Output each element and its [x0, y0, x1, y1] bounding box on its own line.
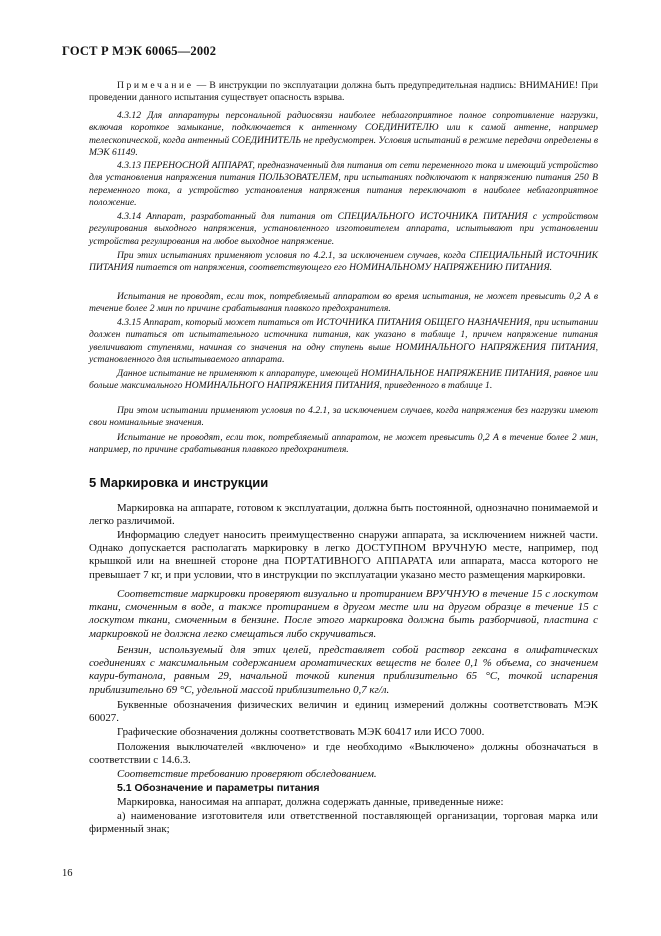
marking-item-a: а) наименование изготовителя или ответственной поставляющей организации, торговая марка или фирменный знак;: [89, 810, 598, 836]
clause-4-3-13: 4.3.13 ПЕРЕНОСНОЙ АППАРАТ, предназначенный для питания от сети переменного тока и имеющий устройство для установления напряжения питания ПОЛЬЗОВАТЕЛЕМ, при испытаниях подключают к напряжению питания 250 В переменного тока, а устройство установления напряжения питания переключают в наиболее неблагоприятное положение.: [89, 160, 598, 209]
page-header-title: ГОСТ Р МЭК 60065—2002: [62, 44, 217, 58]
note-text: — В инструкции по эксплуатации должна быть предупредительная надпись: ВНИМАНИЕ! При проведении данного испытания существует опасность взрыва.: [89, 80, 598, 104]
marking-content-intro: Маркировка, наносимая на аппарат, должна содержать данные, приведенные ниже:: [117, 796, 504, 808]
subsection-title: 5.1 Обозначение и параметры питания: [117, 782, 320, 794]
clause-4-3-15-not-applied: Данное испытание не применяют к аппаратуре, имеющей НОМИНАЛЬНОЕ НАПРЯЖЕНИЕ ПИТАНИЯ, равное или больше максимального НОМИНАЛЬНОГО НАПРЯЖЕНИЯ ПИТАНИЯ, приведенного в таблице 1.: [89, 368, 598, 392]
switch-positions-paragraph: Положения выключателей «включено» и где необходимо «Выключено» должны обозначаться в соответствии с 14.6.3.: [89, 741, 598, 767]
clause-4-3-15: 4.3.15 Аппарат, который может питаться от ИСТОЧНИКА ПИТАНИЯ ОБЩЕГО НАЗНАЧЕНИЯ, при испытании должен питаться от испытательного источника питания, как указано в таблице 1, причем напряжение питания увеличивают ступенями, начиная со значения на одну ступень выше НОМИНАЛЬНОГО НАПРЯЖЕНИЯ ПИТАНИЯ, установленного для испытываемого аппарата.: [89, 317, 598, 366]
graphic-symbols-paragraph: Графические обозначения должны соответствовать МЭК 60417 или ИСО 7000.: [117, 726, 485, 738]
note-paragraph: [89, 80, 598, 105]
clause-4-3-14-exception: Испытания не проводят, если ток, потребляемый аппаратом во время испытания, не может превысить 0,2 А в течение более 2 мин по причине срабатывания плавкого предохранителя.: [89, 291, 598, 315]
clause-4-3-15-conditions: При этом испытании применяют условия по 4.2.1, за исключением случаев, когда напряжения без нагрузки имеют свои номинальные значения.: [89, 405, 598, 429]
page-number: 16: [62, 868, 73, 879]
clause-4-3-14: 4.3.14 Аппарат, разработанный для питания от СПЕЦИАЛЬНОГО ИСТОЧНИКА ПИТАНИЯ с устройством регулирования выходного напряжения, установленного изготовителем аппарата, испытывают при установлении устройства регулирования на любое выходное напряжение.: [89, 211, 598, 247]
symbols-paragraph: Буквенные обозначения физических величин и единиц измерений должны соответствовать МЭК 60027.: [89, 699, 598, 725]
petrol-paragraph: Бензин, используемый для этих целей, представляет собой раствор гексана в олифатических соединениях с максимальным содержанием ароматических веществ не более 0,1 % объема, со значением каури-бутанола, равным 29, начальной точкой кипения приблизительно 65 °С, точкой испарения приблизительно 69 °С, удельной массой приблизительно 0,7 кг/л.: [89, 644, 598, 696]
clause-4-3-15-exception: Испытание не проводят, если ток, потребляемый аппаратом, не может превысить 0,2 А в течение более 2 мин, например, по причине срабатывания плавкого предохранителя.: [89, 432, 598, 456]
marking-paragraph-1: Маркировка на аппарате, готовом к эксплуатации, должна быть постоянной, однозначно понимаемой и легко различимой.: [89, 502, 598, 528]
marking-paragraph-2: Информацию следует наносить преимущественно снаружи аппарата, за исключением нижней части. Однако допускается располагать маркировку в легко ДОСТУПНОМ ВРУЧНУЮ месте, например, под крышкой или на внешней стороне дна ПОРТАТИВНОГО АППАРАТА или аппарата, масса которого не превышает 7 кг, и при условии, что в инструкции по эксплуатации указано место размещения маркировки.: [89, 529, 598, 581]
section-title: 5 Маркировка и инструкции: [89, 475, 269, 490]
clause-4-3-12: 4.3.12 Для аппаратуры персональной радиосвязи наиболее неблагоприятное полное сопротивление нагрузки, включая короткое замыкание, подключается к антенному СОЕДИНИТЕЛЮ или к самой антенне, например телескопической, когда антенный СОЕДИНИТЕЛЬ не предусмотрен. Условия испытаний в режиме передачи определены в МЭК 61149.: [89, 110, 598, 159]
note-label: Примечание: [117, 80, 194, 91]
marking-check-paragraph: Соответствие маркировки проверяют визуально и протиранием ВРУЧНУЮ в течение 15 с лоскутом ткани, смоченным в воде, а также протиранием в другом месте или на другом образце в течение 15 с лоскутом ткани, смоченным в бензине. После этого маркировка должна быть разборчивой, пластина с маркировкой не должна легко смещаться либо скручиваться.: [89, 588, 598, 640]
compliance-paragraph: Соответствие требованию проверяют обследованием.: [117, 768, 377, 780]
clause-4-3-14-conditions: При этих испытаниях применяют условия по 4.2.1, за исключением случаев, когда СПЕЦИАЛЬНЫЙ ИСТОЧНИК ПИТАНИЯ питается от напряжения, соответствующего его НОМИНАЛЬНОМУ НАПРЯЖЕНИЮ ПИТАНИЯ.: [89, 250, 598, 274]
